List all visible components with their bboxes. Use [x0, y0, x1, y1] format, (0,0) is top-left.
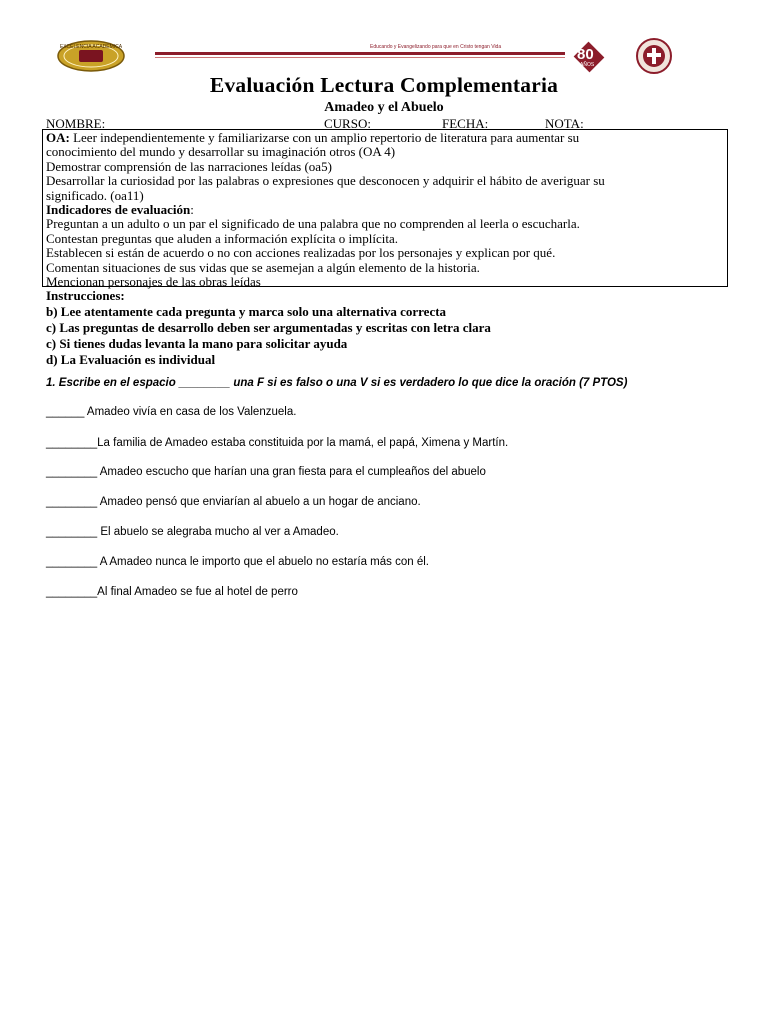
grade-field: NOTA: — [545, 116, 584, 131]
indicators-label: Indicadores de evaluación — [46, 202, 191, 218]
date-field: FECHA: — [442, 116, 489, 131]
school-motto: Educando y Evangelizando para que en Cristo tengan Vida — [370, 44, 502, 50]
instruction-item: c) Las preguntas de desarrollo deben ser argumentadas y escritas con letra clara — [46, 320, 491, 335]
indicator-3: Establecen si están de acuerdo o no con acciones realizadas por los personajes y explican por qué. — [46, 245, 556, 261]
course-field: CURSO: — [324, 116, 371, 131]
anniversary-years: AÑOS — [580, 62, 595, 68]
name-field: NOMBRE: — [46, 116, 106, 131]
indicator-1: Preguntan a un adulto o un par el significado de una palabra que no comprenden al leerla o escucharla. — [46, 216, 580, 232]
page-title: Evaluación Lectura Complementaria — [209, 73, 559, 97]
instructions — [46, 288, 491, 368]
tf-statement-4[interactable]: ________ Amadeo pensó que enviarían al abuelo a un hogar de anciano. — [46, 496, 421, 508]
oa-line-2: conocimiento del mundo y desarrollar su imaginación otros (OA 4) — [46, 144, 396, 160]
question-1: 1. Escribe en el espacio ________ una F si es falso o una V si es verdadero lo que dice la oración (7 PTOS) — [46, 377, 628, 389]
tf-statement-7[interactable]: ________Al final Amadeo se fue al hotel de perro — [46, 586, 298, 598]
logo-text: EXCELENCIA ACADEMICA — [59, 44, 123, 50]
indicator-4: Comentan situaciones de sus vidas que se asemejan a algún elemento de la historia. — [46, 259, 480, 275]
tf-statement-2[interactable]: ________La familia de Amadeo estaba constituida por la mamá, el papá, Ximena y Martín. — [46, 437, 509, 449]
indicator-2: Contestan preguntas que aluden a información explícita o implícita. — [46, 230, 398, 246]
oa-label: OA: — [46, 130, 70, 145]
instruction-item: c) Si tienes dudas levanta la mano para solicitar ayuda — [46, 336, 348, 351]
objectives-box — [42, 129, 728, 290]
indicators-heading: Indicadores de evaluación: — [46, 202, 194, 218]
anniversary-number: 80 — [577, 46, 594, 63]
tf-statement-1[interactable]: ______ Amadeo vivía en casa de los Valenzuela. — [46, 406, 297, 418]
school-seal-right — [620, 38, 688, 74]
instruction-item: d) La Evaluación es individual — [46, 352, 216, 367]
oa-line-5: significado. (oa11) — [46, 187, 144, 203]
oa-line-3: Demostrar comprensión de las narraciones leídas (oa5) — [46, 158, 332, 174]
tf-statement-3[interactable]: ________ Amadeo escucho que harían una gran fiesta para el cumpleaños del abuelo — [46, 466, 486, 478]
oa-line-1 — [46, 131, 724, 145]
page-subtitle: Amadeo y el Abuelo — [324, 100, 444, 115]
indicator-5: Mencionan personajes de las obras leídas — [46, 274, 261, 290]
school-logo-left — [57, 40, 125, 72]
tf-statement-6[interactable]: ________ A Amadeo nunca le importo que el abuelo no estaría más con él. — [46, 556, 429, 568]
instructions-label: Instrucciones: — [46, 288, 125, 303]
oa-text: Leer independientemente y familiarizarse con un amplio repertorio de literatura para aumentar su — [69, 130, 580, 145]
tf-statement-5[interactable]: ________ El abuelo se alegraba mucho al ver a Amadeo. — [46, 526, 339, 538]
oa-line-4: Desarrollar la curiosidad por las palabras o expresiones que desconocen y adquirir el hábito de averiguar su — [46, 173, 605, 189]
instruction-item: b) Lee atentamente cada pregunta y marca solo una alternativa correcta — [46, 304, 447, 319]
